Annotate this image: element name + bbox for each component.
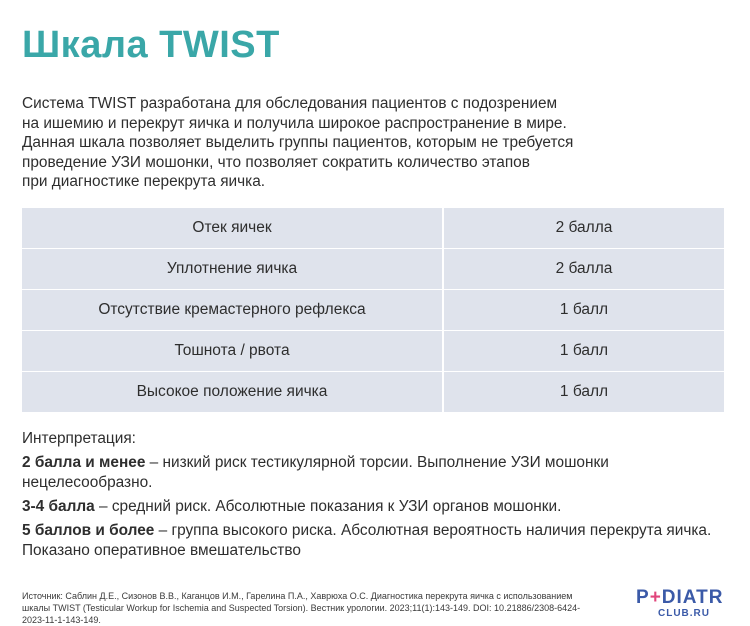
intro-paragraph xyxy=(22,94,722,192)
criterion-cell: Высокое положение яичка xyxy=(22,372,443,413)
interpretation-text: – низкий риск тестикулярной торсии. Выполнение УЗИ мошонки нецелесообразно. xyxy=(22,454,609,491)
table-row xyxy=(22,208,724,249)
table-row xyxy=(22,249,724,290)
page-title: Шкала TWIST xyxy=(22,24,280,66)
interpretation-section xyxy=(22,429,737,565)
intro-line: проведение УЗИ мошонки, что позволяет сократить количество этапов xyxy=(22,153,530,171)
interpretation-text: – группа высокого риска. Абсолютная вероятность наличия перекрута яичка. Показано оперативное вмешательство xyxy=(22,522,712,559)
interpretation-item xyxy=(22,497,737,517)
twist-score-table xyxy=(22,208,724,412)
interpretation-range: 5 баллов и более xyxy=(22,522,155,539)
score-cell: 1 балл xyxy=(443,290,724,331)
logo-wordmark: P+DIATR xyxy=(636,587,724,608)
interpretation-range: 2 балла и менее xyxy=(22,454,146,471)
criterion-cell: Уплотнение яичка xyxy=(22,249,443,290)
interpretation-heading: Интерпретация: xyxy=(22,430,136,447)
intro-line: при диагностике перекрута яичка. xyxy=(22,173,266,190)
interpretation-text: – средний риск. Абсолютные показания к УЗИ органов мошонки. xyxy=(94,498,562,515)
score-cell: 2 балла xyxy=(443,249,724,290)
source-citation: Источник: Саблин Д.Е., Сизонов В.В., Каганцов И.М., Гарелина П.А., Хаврюха О.С. Диагностика перекрута яичка с использованием шкалы TWIST (Testicular Workup for Ischemia and Suspected Torsion). Вестник урологии. 2023;11(1):143-149. DOI: 10.21886/2308-6424-2023-11-1-143-149. xyxy=(22,591,581,625)
criterion-cell: Отек яичек xyxy=(22,208,443,249)
interpretation-item xyxy=(22,453,737,493)
intro-line: на ишемию и перекрут яичка и получила широкое распространение в мире. xyxy=(22,114,567,132)
score-cell: 2 балла xyxy=(443,208,724,249)
criterion-cell: Тошнота / рвота xyxy=(22,331,443,372)
intro-line: Система TWIST разработана для обследования пациентов с подозрением xyxy=(22,95,558,112)
score-cell: 1 балл xyxy=(443,331,724,372)
table-row xyxy=(22,372,724,413)
intro-line: Данная шкала позволяет выделить группы пациентов, которым не требуется xyxy=(22,134,574,151)
logo-domain: CLUB.RU xyxy=(658,608,710,619)
logo-cross-icon: + xyxy=(649,587,662,608)
criterion-cell: Отсутствие кремастерного рефлекса xyxy=(22,290,443,331)
pediatr-club-logo xyxy=(636,588,736,622)
interpretation-range: 3-4 балла xyxy=(22,498,95,515)
table-row xyxy=(22,290,724,331)
table-row xyxy=(22,331,724,372)
score-cell: 1 балл xyxy=(559,383,609,400)
interpretation-item xyxy=(22,521,737,561)
